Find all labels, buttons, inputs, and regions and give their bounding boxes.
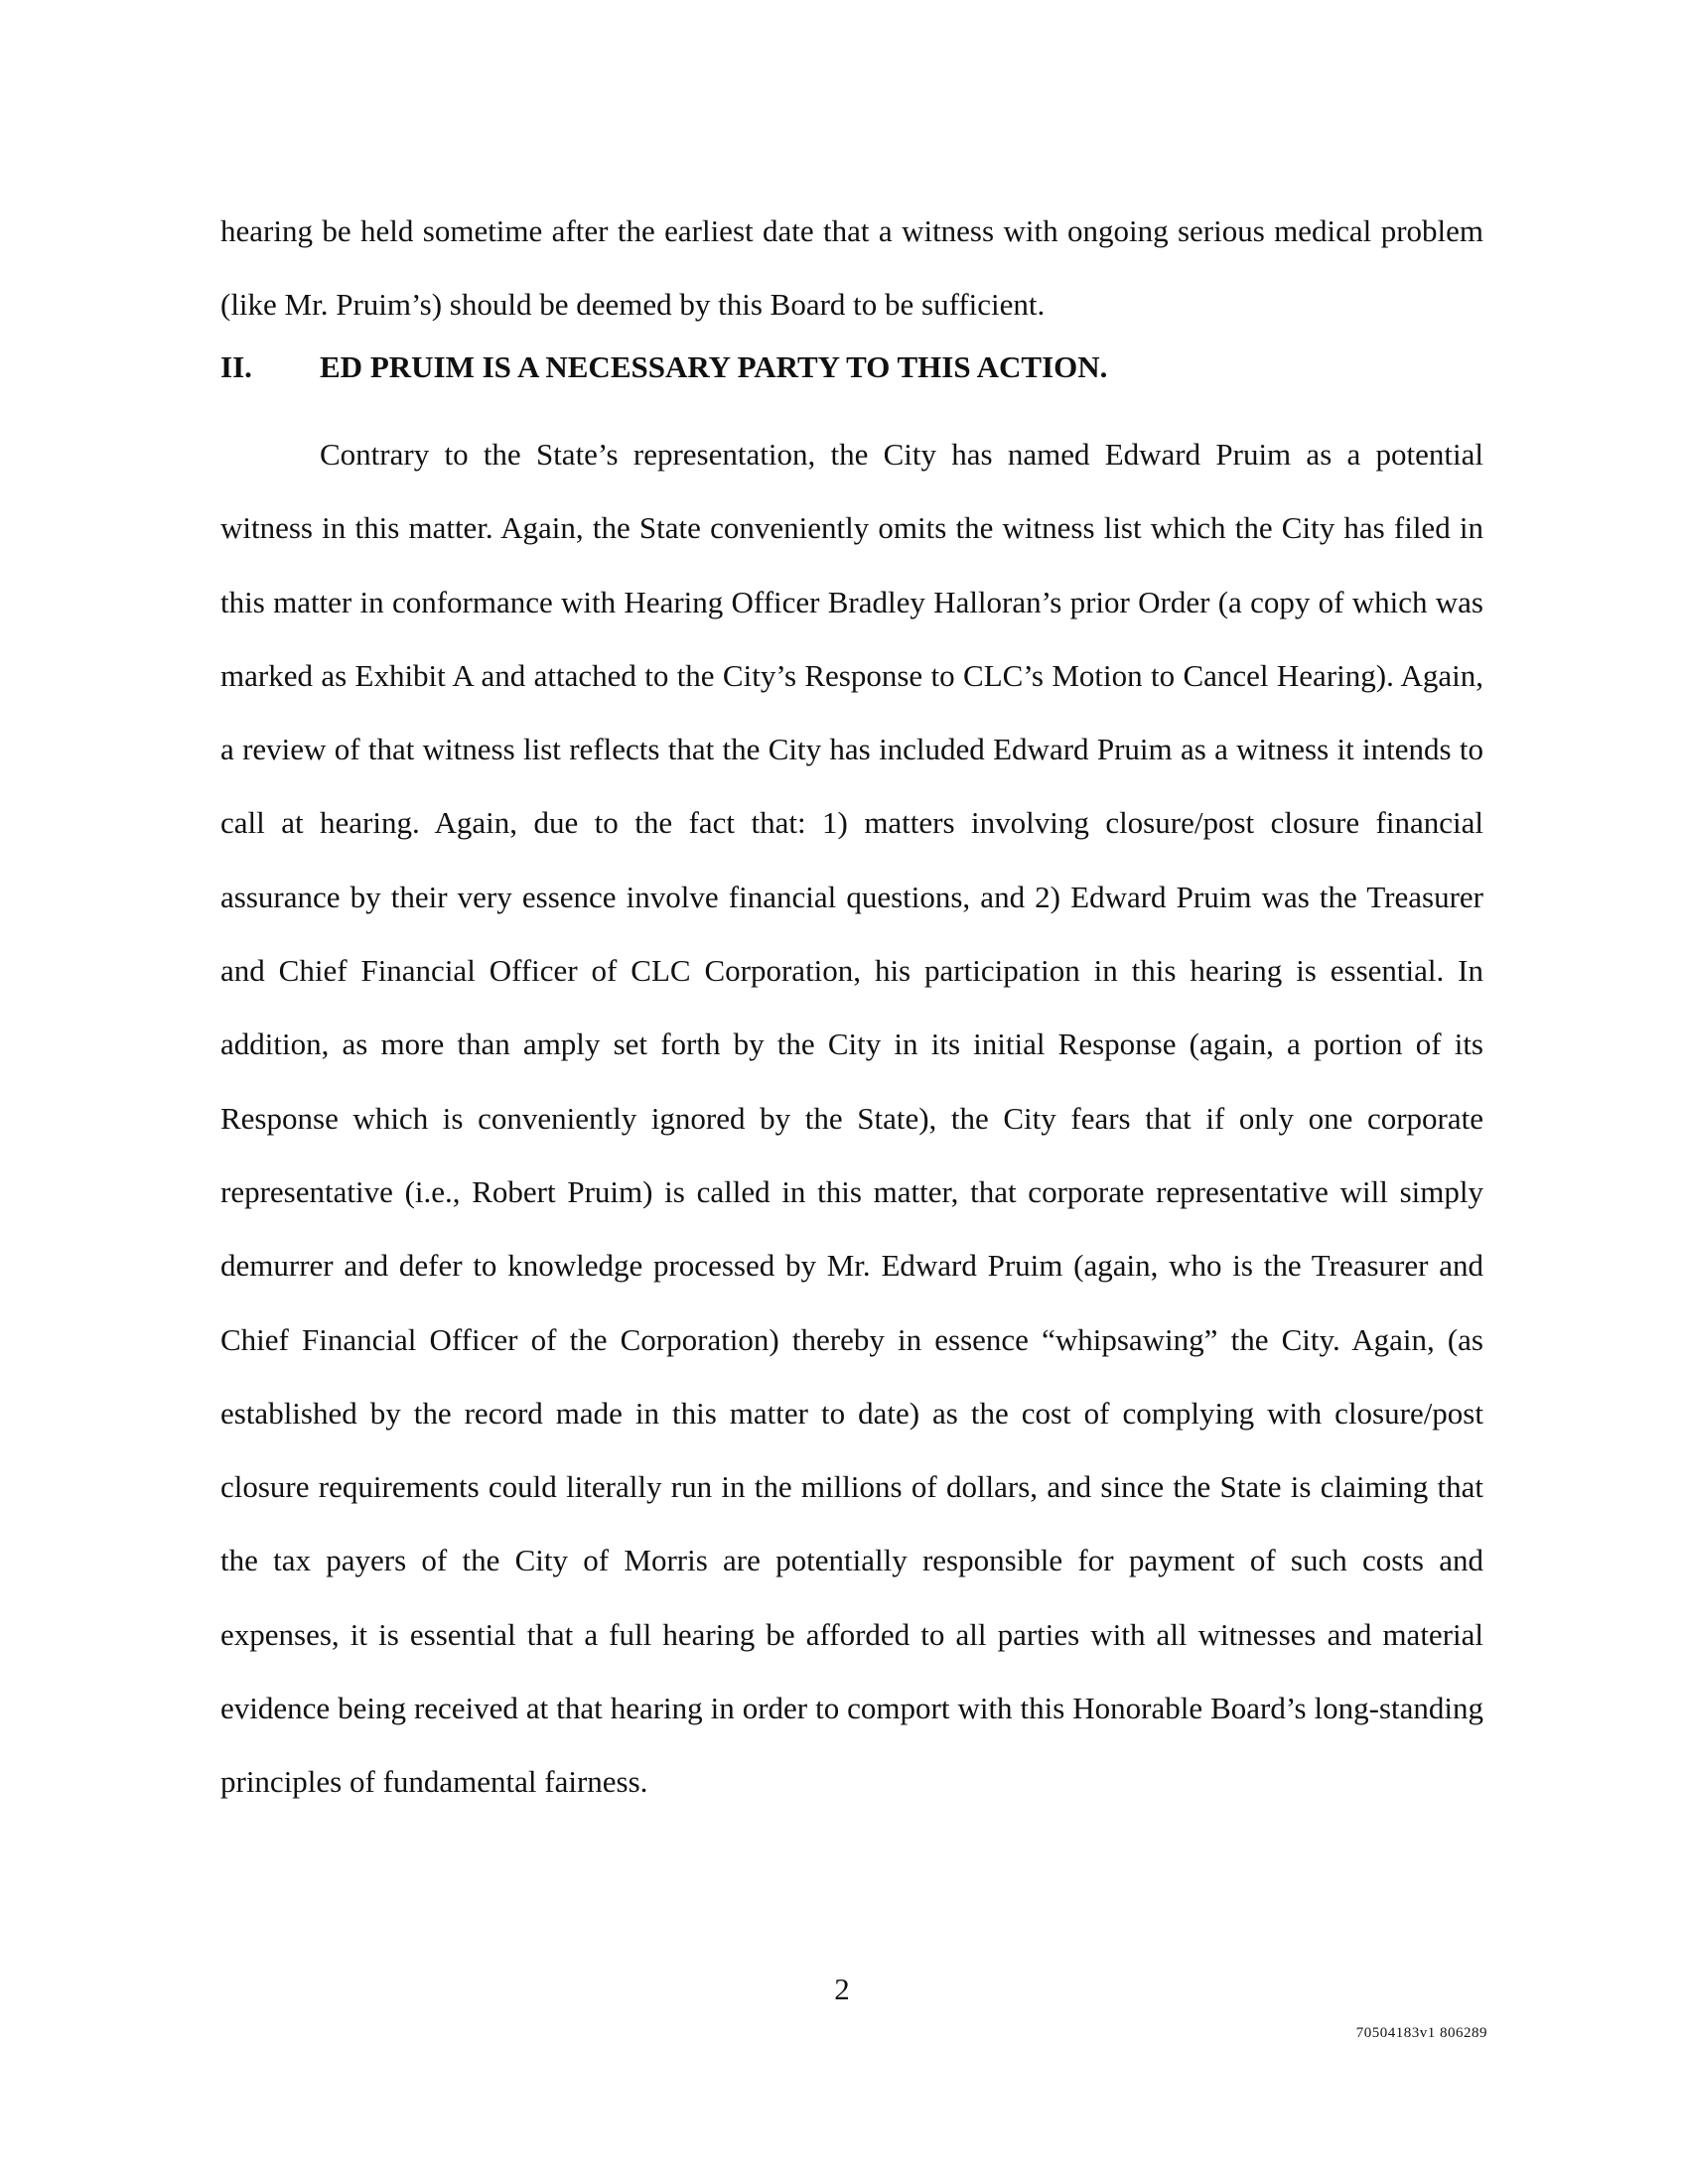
section-heading [220,347,1483,387]
document-id: 70504183v1 806289 [1355,2025,1487,2041]
section-number: II. [220,349,252,384]
page-number: 2 [834,1972,850,2006]
continuation-paragraph: hearing be held sometime after the earliest date that a witness with ongoing serious medical problem (like Mr. Pruim’s) should be deemed by this Board to be sufficient. [220,213,1483,322]
section-title: ED PRUIM IS A NECESSARY PARTY TO THIS ACTION. [320,349,1108,384]
main-paragraph: Contrary to the State’s representation, the City has named Edward Pruim as a potential witness in this matter. Again, the State conveniently omits the witness list which the City has filed in this matter in conformance with Hearing Officer Bradley Halloran’s prior Order (a copy of which was marked as Exhibit A and attached to the City’s Response to CLC’s Motion to Cancel Hearing). Again, a review of that witness list reflects that the City has included Edward Pruim as a witness it intends to call at hearing. Again, due to the fact that: 1) matters involving closure/post closure financial assurance by their very essence involve financial questions, and 2) Edward Pruim was the Treasurer and Chief Financial Officer of CLC Corporation, his participation in this hearing is essential. In addition, as more than amply set forth by the City in its initial Response (again, a portion of its Response which is conveniently ignored by the State), the City fears that if only one corporate representative (i.e., Robert Pruim) is called in this matter, that corporate representative will simply demurrer and defer to knowledge processed by Mr. Edward Pruim (again, who is the Treasurer and Chief Financial Officer of the Corporation) thereby in essence “whipsawing” the City. Again, (as established by the record made in this matter to date) as the cost of complying with closure/post closure requirements could literally run in the millions of dollars, and since the State is claiming that the tax payers of the City of Morris are potentially responsible for payment of such costs and expenses, it is essential that a full hearing be afforded to all parties with all witnesses and material evidence being received at that hearing in order to comport with this Honorable Board’s long-standing principles of fundamental fairness. [220,437,1483,1800]
